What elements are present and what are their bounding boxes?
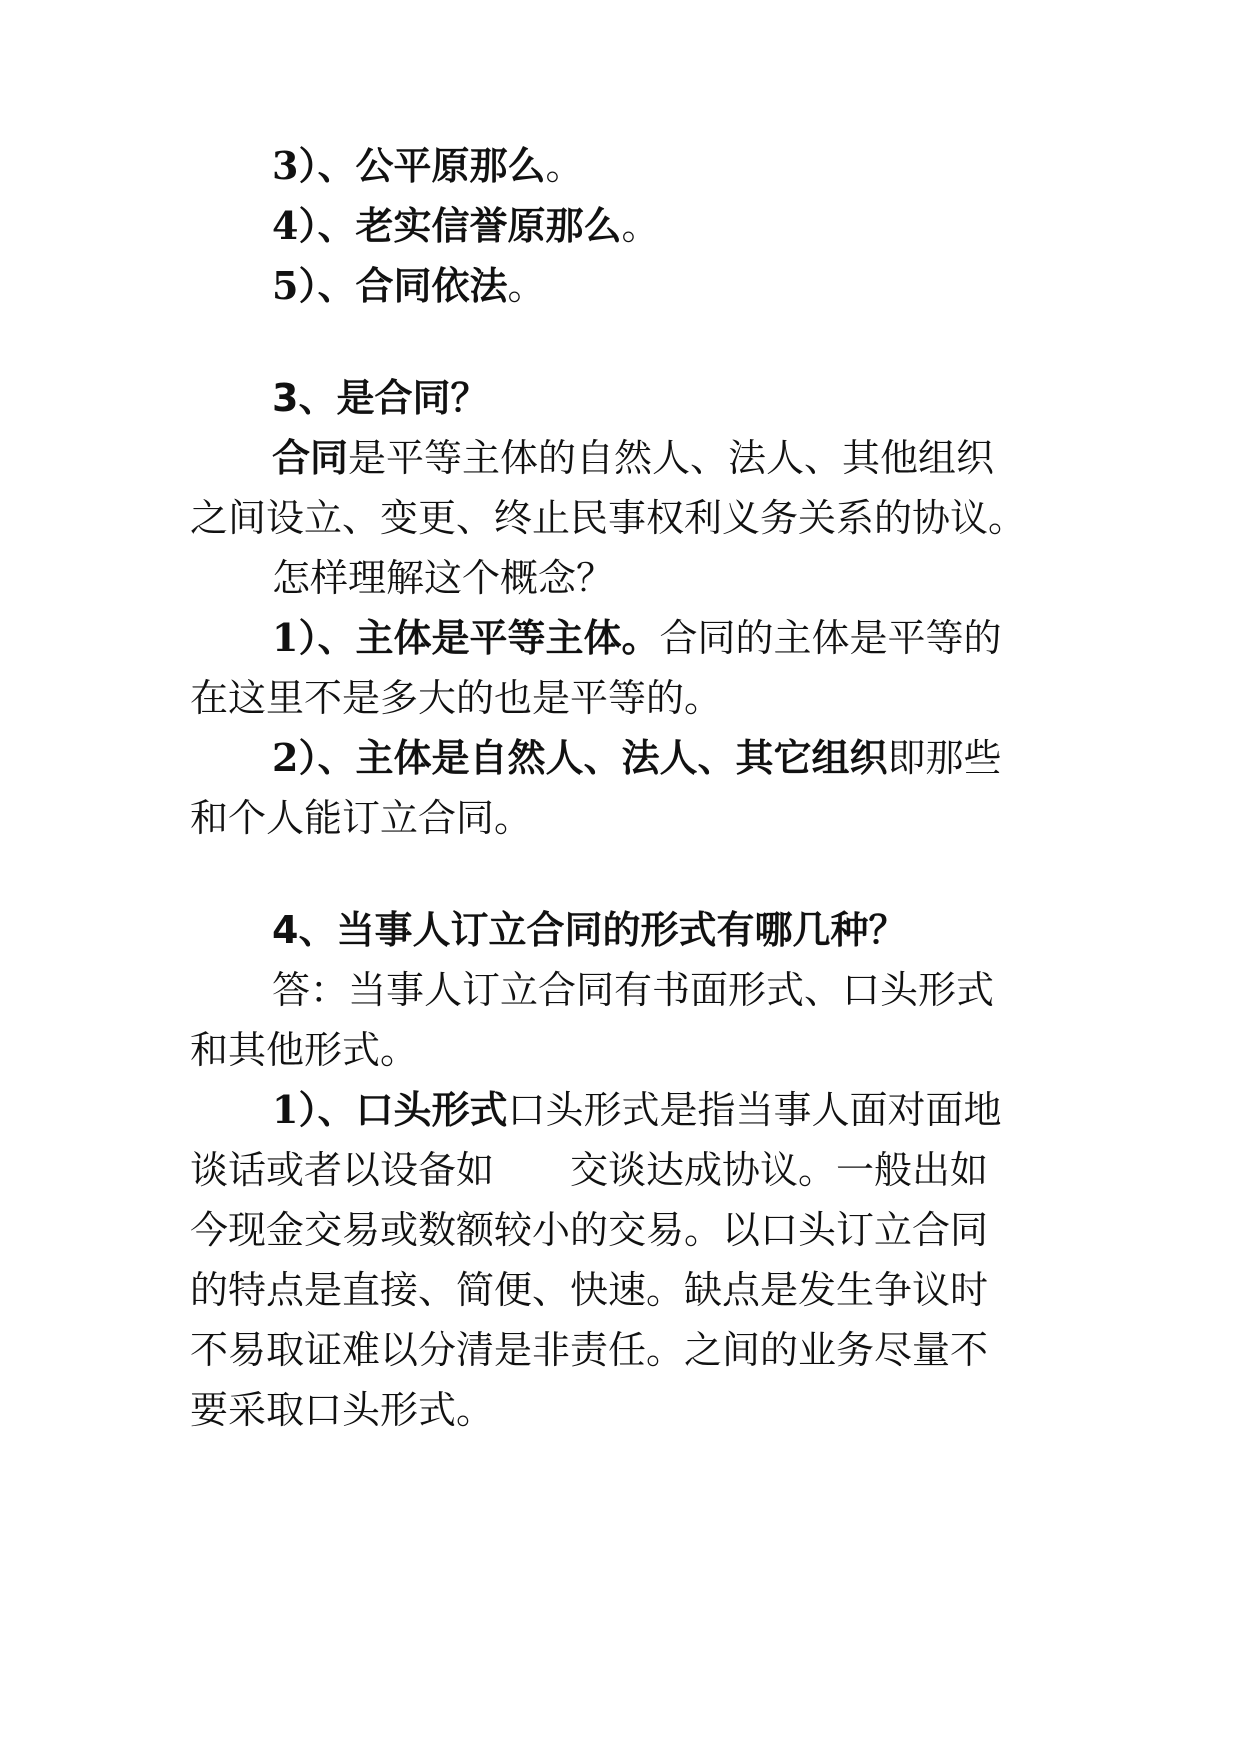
oral-line-1 (272, 1086, 1070, 1134)
point-2-text: 即那些 (887, 736, 1002, 780)
point-2-title: 2）、主体是自然人、法人、其它组织 (272, 735, 888, 780)
oral-line-3: 今现金交易或数额较小的交易。以口头订立合同 (190, 1208, 989, 1252)
principle-3 (272, 142, 1070, 190)
definition-term: 合同 (272, 435, 349, 480)
definition-line-2: 之间设立、变更、终止民事权利义务关系的协议。 (190, 496, 1027, 540)
answer-line-2: 和其他形式。 (190, 1028, 419, 1072)
point-2-line-1 (272, 734, 1070, 782)
oral-title: 1）、口头形式 (272, 1087, 508, 1132)
principle-3-tail: 。 (545, 144, 584, 188)
concept-question: 怎样理解这个概念？ (272, 556, 615, 600)
principle-3-text: 3）、公平原那么 (272, 143, 546, 188)
oral-line-2: 谈话或者以设备如 交谈达成协议。一般出如 (190, 1148, 989, 1192)
oral-line-4: 的特点是直接、简便、快速。缺点是发生争议时 (190, 1268, 989, 1312)
principle-5-text: 5）、合同依法 (272, 263, 508, 308)
point-2-line-2: 和个人能订立合同。 (190, 796, 533, 840)
point-1-line-1 (272, 614, 1070, 662)
principle-4-tail: 。 (621, 204, 660, 248)
oral-line-6: 要采取口头形式。 (190, 1388, 495, 1432)
section-4-heading: 4、当事人订立合同的形式有哪几种？ (272, 908, 907, 952)
definition-text: 是平等主体的自然人、法人、其他组织 (348, 436, 995, 480)
answer-line-1: 答：当事人订立合同有书面形式、口头形式 (272, 968, 995, 1012)
principle-5-tail: 。 (507, 264, 546, 308)
principle-4-text: 4）、老实信誉原那么 (272, 203, 622, 248)
principle-5 (272, 262, 1070, 310)
oral-line-5: 不易取证难以分清是非责任。之间的业务尽量不 (190, 1328, 989, 1372)
point-1-text: 合同的主体是平等的 (659, 616, 1002, 660)
principle-4 (272, 202, 1070, 250)
point-1-line-2: 在这里不是多大的也是平等的。 (190, 676, 723, 720)
section-3-heading: 3、是合同？ (272, 376, 489, 420)
definition-line-1 (272, 434, 1070, 482)
oral-text: 口头形式是指当事人面对面地 (507, 1088, 1002, 1132)
point-1-title: 1）、主体是平等主体。 (272, 615, 660, 660)
